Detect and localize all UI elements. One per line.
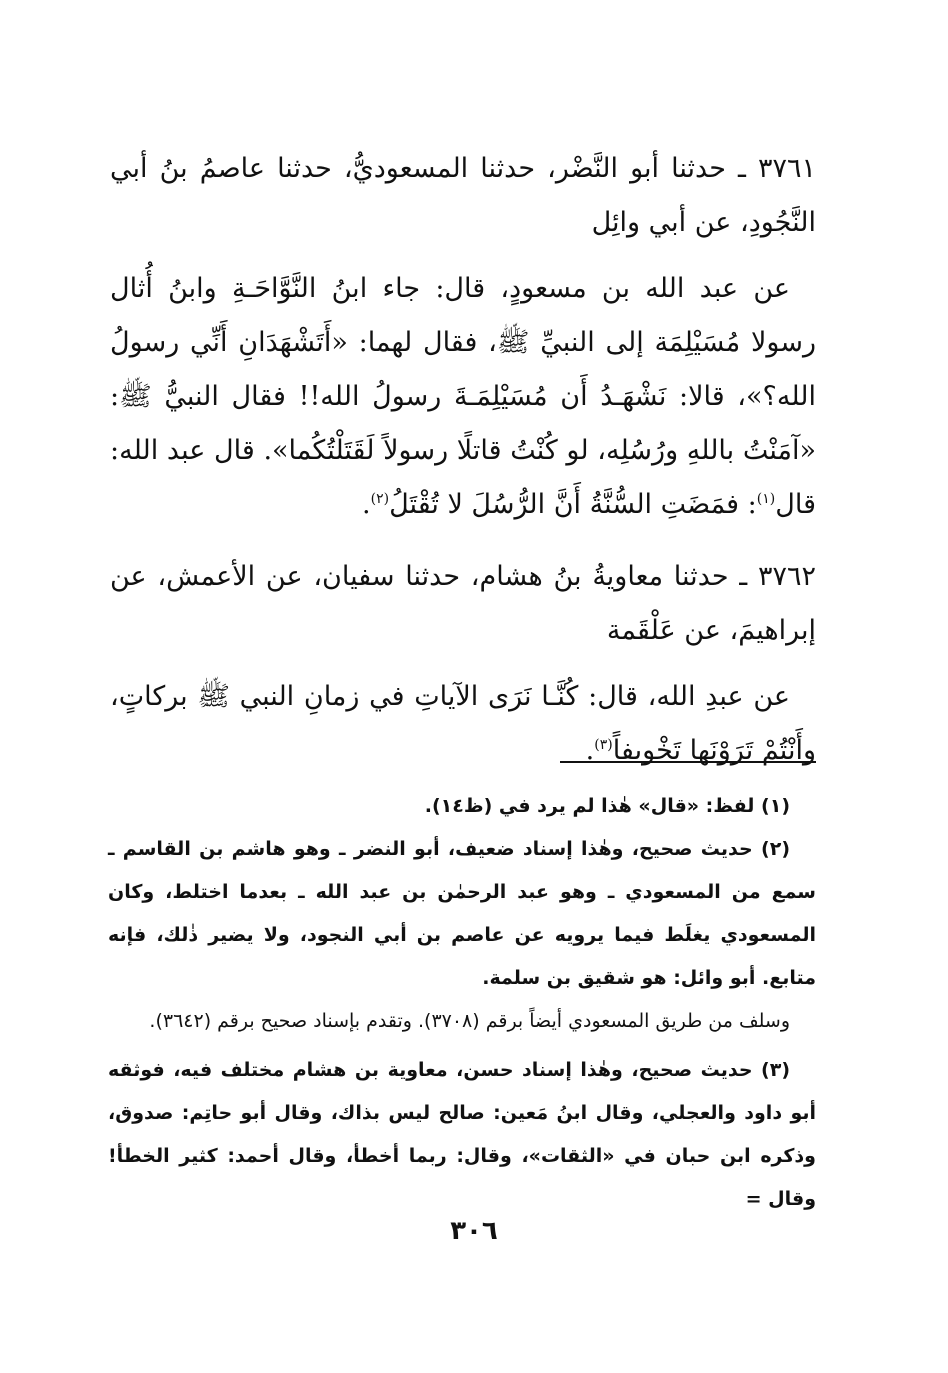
hadith-3761-chain: ٣٧٦١ ـ حدثنا أبو النَّضْر، حدثنا المسعوديُّ، حدثنا عاصمُ بنُ أبي النَّجُودِ، عن أبي وائِل xyxy=(110,153,816,238)
footnote-ref-2: (٢) xyxy=(370,491,390,507)
footnote-2-continued: وسلف من طريق المسعودي أيضاً برقم (٣٧٠٨). وتقدم بإسناد صحيح برقم (٣٦٤٢). xyxy=(149,1010,790,1032)
hadith-3762-text-end: . xyxy=(585,735,595,766)
footnotes xyxy=(108,785,816,1221)
footnote-1: (١) لفظ: «قال» هٰذا لم يرد في (ظ١٤). xyxy=(424,795,790,817)
hadith-3762-chain: ٣٧٦٢ ـ حدثنا معاويةُ بنُ هشام، حدثنا سفيان، عن الأعمش، عن إبراهيمَ، عن عَلْقَمة xyxy=(110,561,816,646)
main-text xyxy=(110,140,816,778)
hadith-3761-text xyxy=(110,262,816,532)
footnote-3: (٣) حديث صحيح، وهٰذا إسناد حسن، معاوية بن هشام مختلف فيه، فوثقه أبو داود والعجلي، وقال ابنُ مَعين: صالح ليس بذاك، وقال أبو حاتِم: صدوق، وذكره ابن حبان في «الثقات»، وقال: ربما أخطأ، وقال أحمد: كثير الخطأ! وقال = xyxy=(108,1059,816,1210)
footnote-ref-3: (٣) xyxy=(594,737,613,753)
hadith-3762-text-a: عن عبدِ الله، قال: كُنَّـا نَرَى الآياتِ في زمانِ النبي ﷺ بركاتٍ، وأَنْتُمْ تَرَوْنَها تَخْويفاً xyxy=(110,681,816,766)
hadith-3761-text-b: : فمَضَتِ السُّنَّةُ أَنَّ الرُّسُلَ لا تُقْتَلُ xyxy=(389,489,757,520)
footnote-divider xyxy=(560,761,816,763)
page-number: ٣٠٦ xyxy=(450,1216,498,1246)
footnote-2: (٢) حديث صحيح، وهٰذا إسناد ضعيف، أبو النضر ـ وهو هاشم بن القاسم ـ سمع من المسعودي ـ وهو عبد الرحمٰن بن عبد الله ـ بعدما اختلط، وكان المسعودي يغلَط فيما يرويه عن عاصم بن أبي النجود، ولا يضير ذٰلك، فإنه متابع. أبو وائل: هو شقيق بن سلمة. xyxy=(108,838,816,989)
hadith-3761-text-a: عن عبد الله بن مسعودٍ، قال: جاء ابنُ النَّوَّاحَـةِ وابنُ أُثال رسولا مُسَيْلِمَة إلى النبيِّ ﷺ، فقال لهما: «أَتَشْهَدَانِ أَنِّي رسولُ الله؟»، قالا: نَشْهَـدُ أَن مُسَيْلِمَـةَ رسولُ الله!! فقال النبيُّ ﷺ: «آمَنْتُ باللهِ ورُسُلِه، لو كُنْتُ قاتلًا رسولاً لَقَتَلْتُكُما». قال عبد الله: قال xyxy=(110,273,817,520)
hadith-3761-text-end: . xyxy=(362,489,371,520)
footnote-ref-1: (١) xyxy=(756,491,776,507)
